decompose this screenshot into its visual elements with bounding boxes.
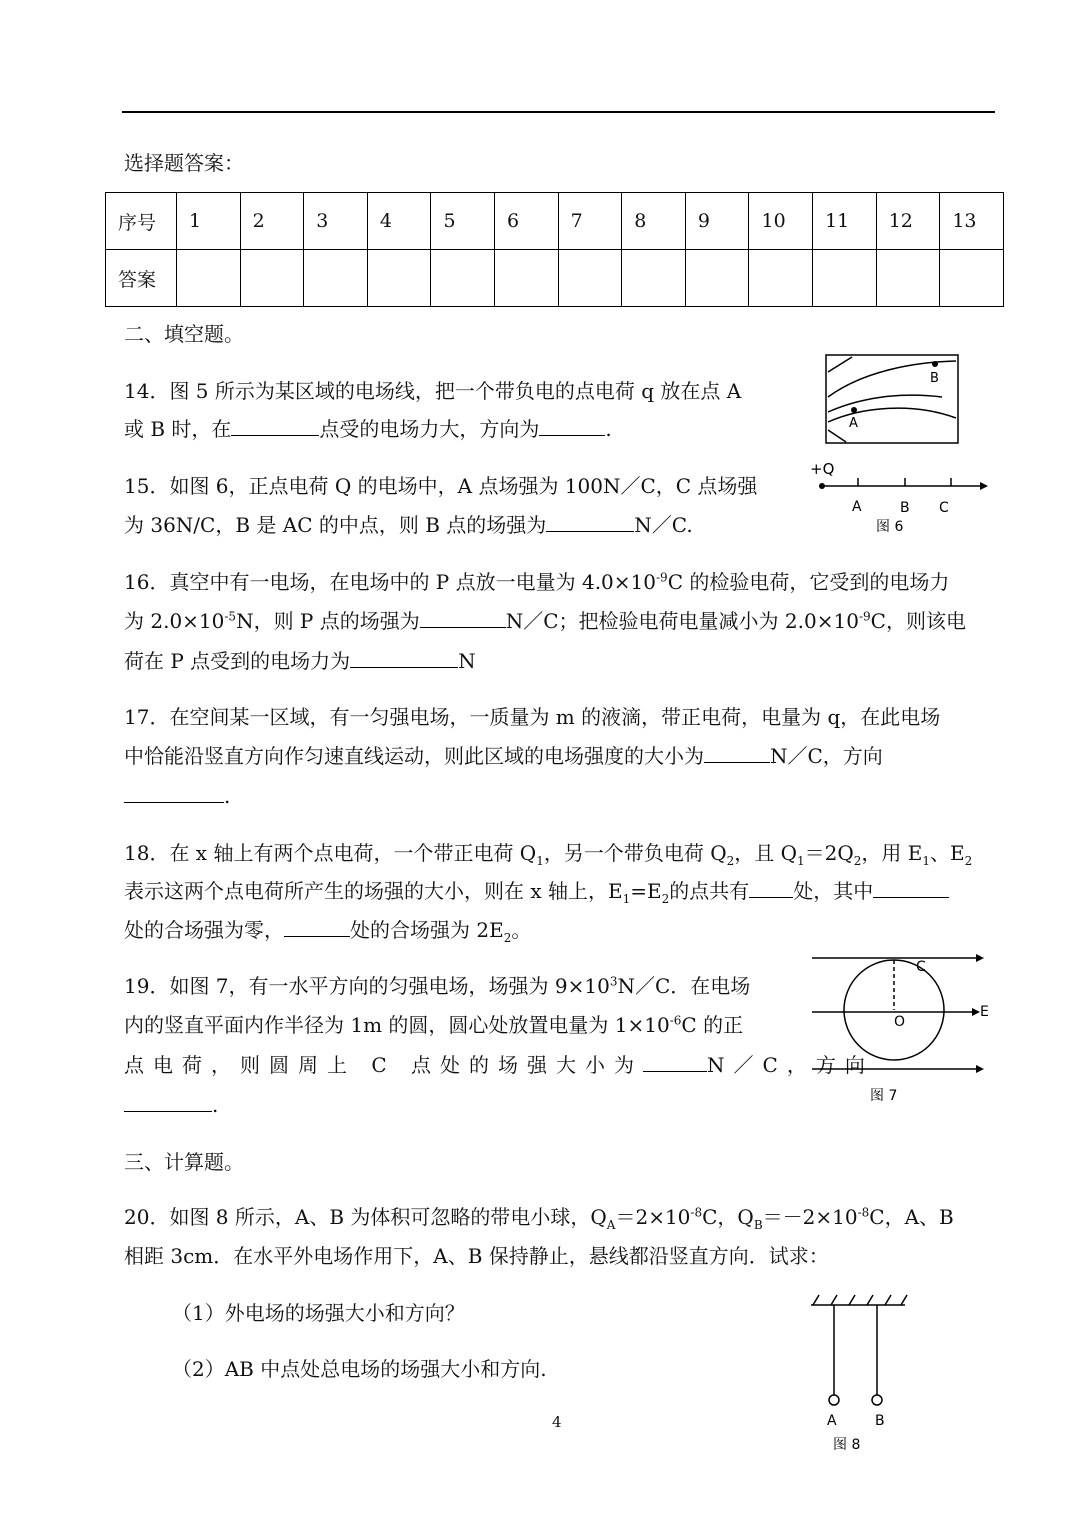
q16-line2: 为 $2.0\times 10^{-5}N$，则 P 点的场强为 N／C；把检验电荷电量减小为 $2.0\times 10^{-9}C$，则该电 [124,609,966,633]
table-label-number: 序号 [106,193,177,250]
q19-blank1[interactable] [643,1051,707,1072]
fig8-caption: 图 8 [833,1437,861,1453]
fig6-charge-label: +Q [810,460,835,478]
q18-blank1[interactable] [749,877,793,898]
answer-cell[interactable] [431,250,495,307]
table-cell: 8 [622,193,686,250]
table-cell: 4 [367,193,431,250]
answer-cell[interactable] [495,250,559,307]
q17-blank1[interactable] [704,742,770,763]
answer-cell[interactable] [813,250,877,307]
fig6-label-b: B [900,500,910,516]
q16-blank1[interactable] [420,607,506,628]
q14-line1: 14．图 5 所示为某区域的电场线，把一个带负电的点电荷 q 放在点 A [124,379,742,403]
answer-cell[interactable] [367,250,431,307]
answer-cell[interactable] [558,250,622,307]
fig7-label-c: C [916,959,926,975]
q19-line2: 内的竖直平面内作半径为 1m 的圆，圆心处放置电量为 $1\times 10^{-6}C$ 的正 [124,1013,744,1037]
answer-table [105,192,1004,307]
fig7-caption: 图 7 [870,1088,898,1104]
table-cell: 11 [813,193,877,250]
q14-blank2[interactable] [539,415,605,436]
q18-line2: 表示这两个点电荷所产生的场强的大小，则在 x 轴上，$E_1=E_2$的点共有 处，其中 [124,875,949,904]
q15-line1: 15．如图 6，正点电荷 Q 的电场中，A 点场强为 100N／C，C 点场强 [124,474,758,498]
q17-blank2[interactable] [124,782,224,803]
q18-blank3[interactable] [284,916,350,937]
section-choice-title: 选择题答案： [124,151,244,175]
q14-blank1[interactable] [231,415,319,436]
table-cell: 7 [558,193,622,250]
fig8-label-a: A [827,1413,837,1429]
answer-cell[interactable] [749,250,813,307]
q18-blank2[interactable] [873,877,949,898]
section-fill-title: 二、填空题。 [124,322,244,346]
answer-cell[interactable] [177,250,241,307]
section-calc-title: 三、计算题。 [124,1150,244,1174]
q20-part2: （2）AB 中点处总电场的场强大小和方向. [172,1357,547,1381]
table-cell: 10 [749,193,813,250]
table-cell: 3 [304,193,368,250]
answer-cell[interactable] [876,250,940,307]
q20-line1: 20．如图 8 所示，A、B 为体积可忽略的带电小球，$Q_A=2\times 10^{-8}C$，$Q_B=-2\times 10^{-8}C$，A、B [124,1205,954,1232]
table-cell: 2 [240,193,304,250]
table-row-numbers [106,193,1004,250]
fig5-label-a: A [849,416,858,431]
answer-cell[interactable] [240,250,304,307]
page-number: 4 [552,1413,562,1431]
fig6-label-c: C [939,500,949,516]
answer-cell[interactable] [304,250,368,307]
fig5-label-b: B [930,371,939,386]
figure-5 [822,352,962,447]
q18-line3: 处的合场强为零， 处的合场强为 $2E_2$。 [124,918,532,945]
table-cell: 5 [431,193,495,250]
fig7-label-e: E [980,1004,989,1020]
q19-line4: . [124,1091,218,1117]
fig7-label-o: O [894,1014,906,1030]
q16-blank2[interactable] [350,647,458,668]
table-cell: 1 [177,193,241,250]
answer-cell[interactable] [622,250,686,307]
q14-line2: 或 B 时，在 点受的电场力大，方向为 . [124,417,612,441]
table-cell: 6 [495,193,559,250]
q19-line1: 19．如图 7，有一水平方向的匀强电场，场强为 $9\times 10^3N/C$．在电场 [124,974,751,998]
fig6-caption: 图 6 [876,519,904,535]
table-cell: 12 [876,193,940,250]
figure-6 [808,458,988,536]
answer-cell[interactable] [940,250,1004,307]
q19-line3: 点电荷，则圆周上 C 点处的场强大小为 N／C，方向 [124,1053,874,1077]
q20-line2: 相距 3cm．在水平外电场作用下，A、B 保持静止，悬线都沿竖直方向．试求： [124,1244,829,1268]
table-cell: 13 [940,193,1004,250]
q20-part1: （1）外电场的场强大小和方向？ [172,1301,465,1325]
q17-line2: 中恰能沿竖直方向作匀速直线运动，则此区域的电场强度的大小为 N／C，方向 [124,744,883,768]
table-row-answers [106,250,1004,307]
q15-blank[interactable] [546,511,634,532]
q15-line2: 为 36N/C，B 是 AC 的中点，则 B 点的场强为 N／C. [124,513,693,537]
q16-line1: 16．真空中有一电场，在电场中的 P 点放一电量为 $4.0\times 10^{-9}C$ 的检验电荷，它受到的电场力 [124,570,950,594]
q16-line3: 荷在 P 点受到的电场力为 N [124,649,476,673]
q19-blank2[interactable] [124,1091,212,1112]
table-label-answer: 答案 [106,250,177,307]
answer-cell[interactable] [685,250,749,307]
header-rule [122,111,995,113]
q17-line1: 17．在空间某一区域，有一匀强电场，一质量为 m 的液滴，带正电荷，电量为 q，在此电场 [124,705,941,729]
figure-8 [805,1293,915,1463]
fig6-label-a: A [852,499,862,515]
table-cell: 9 [685,193,749,250]
q18-line1: 18．在 x 轴上有两个点电荷，一个带正电荷 $Q_1$，另一个带负电荷 $Q_2$，且 $Q_1=2Q_2$，用 $E_1$、$E_2$ [124,841,973,868]
figure-7 [808,950,998,1110]
q17-line3: . [124,782,230,808]
fig8-label-b: B [875,1413,885,1429]
